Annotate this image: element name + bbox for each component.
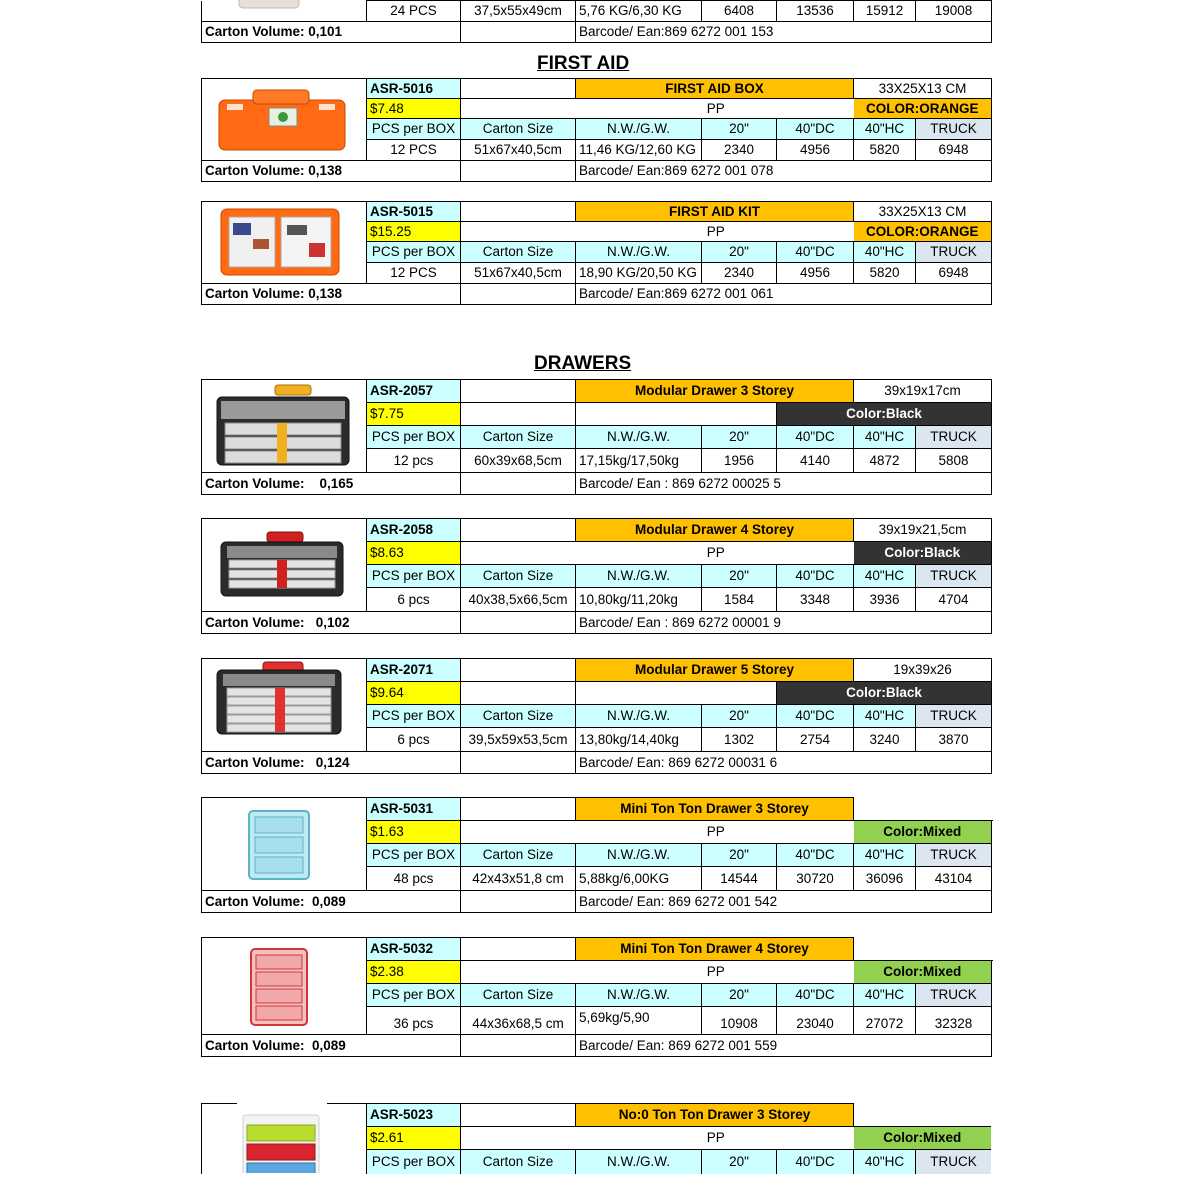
product-price: $9.64 (367, 682, 461, 705)
product-table (201, 0, 992, 43)
qty-40dc-value: 30720 (777, 867, 854, 891)
header-40dc: 40"DC (777, 242, 854, 263)
product-code: ASR-2058 (367, 519, 461, 542)
header-20: 20" (702, 426, 777, 449)
product-color: Color:Mixed (854, 1127, 991, 1150)
header-carton-size: Carton Size (461, 705, 576, 728)
qty-20-value: 1956 (702, 449, 777, 473)
qty-20-value: 1584 (702, 588, 777, 612)
header-truck: TRUCK (916, 844, 992, 867)
product-material: PP (461, 821, 854, 844)
qty-20-value: 1302 (702, 728, 777, 752)
header-40hc: 40"HC (854, 426, 916, 449)
carton-size-value: 51x67x40,5cm (461, 140, 576, 161)
product-name: No:0 Ton Ton Drawer 3 Storey (576, 1104, 854, 1127)
barcode: Barcode/ Ean:869 6272 001 153 (576, 22, 992, 43)
qty-truck-value: 4704 (916, 588, 992, 612)
carton-volume: Carton Volume: 0,165 (202, 473, 461, 495)
pcs-value: 12 PCS (367, 140, 461, 161)
mini-drawer-3-image (245, 807, 315, 883)
qty-20-value: 2340 (702, 140, 777, 161)
barcode: Barcode/ Ean: 869 6272 001 559 (576, 1035, 992, 1057)
qty-40dc-value: 23040 (777, 1007, 854, 1035)
header-carton-size: Carton Size (461, 984, 576, 1007)
header-pcs-per-box: PCS per BOX (367, 426, 461, 449)
carton-volume: Carton Volume: 0,124 (202, 752, 461, 774)
carton-size-value: 42x43x51,8 cm (461, 867, 576, 891)
product-price: $15.25 (367, 222, 461, 242)
product-code: ASR-5015 (367, 202, 461, 222)
qty-40dc-value: 4956 (777, 140, 854, 161)
product-dimensions (854, 938, 992, 961)
header-40dc: 40"DC (777, 705, 854, 728)
weight-value: 18,90 KG/20,50 KG (576, 263, 702, 284)
header-weight: N.W./G.W. (576, 844, 702, 867)
header-40hc: 40"HC (854, 844, 916, 867)
qty-40hc-value: 4872 (854, 449, 916, 473)
barcode: Barcode/ Ean:869 6272 001 078 (576, 161, 992, 182)
header-truck: TRUCK (916, 426, 992, 449)
qty-40dc-value: 3348 (777, 588, 854, 612)
header-40dc: 40"DC (777, 565, 854, 588)
first-aid-box-image (213, 82, 353, 156)
product-image (229, 0, 309, 12)
header-carton-size: Carton Size (461, 242, 576, 263)
product-block (201, 937, 991, 1057)
product-block (201, 518, 991, 634)
header-pcs-per-box: PCS per BOX (367, 119, 461, 140)
product-material: PP (461, 542, 854, 565)
qty-40hc-value: 5820 (854, 140, 916, 161)
carton-volume: Carton Volume: 0,089 (202, 891, 461, 913)
header-pcs-per-box: PCS per BOX (367, 565, 461, 588)
carton-volume: Carton Volume: 0,101 (202, 22, 461, 43)
header-pcs-per-box: PCS per BOX (367, 844, 461, 867)
header-20: 20" (702, 984, 777, 1007)
product-price: $2.61 (367, 1127, 461, 1150)
modular-drawer-5-image (213, 660, 353, 738)
header-40hc: 40"HC (854, 1150, 916, 1174)
qty-40hc-value: 36096 (854, 867, 916, 891)
product-color: Color:Mixed (854, 821, 992, 844)
qty-40hc-value: 5820 (854, 263, 916, 284)
barcode: Barcode/ Ean:869 6272 001 061 (576, 284, 992, 305)
product-color: Color:Black (777, 403, 992, 426)
qty-40dc-value: 2754 (777, 728, 854, 752)
header-20: 20" (702, 1150, 777, 1174)
carton-size-value: 51x67x40,5cm (461, 263, 576, 284)
carton-size-value: 39,5x59x53,5cm (461, 728, 576, 752)
product-material: PP (461, 222, 854, 242)
qty-truck-value: 3870 (916, 728, 992, 752)
header-40hc: 40"HC (854, 119, 916, 140)
mini-drawer-4-image (247, 945, 313, 1029)
product-block-partial (201, 0, 991, 42)
product-name: FIRST AID BOX (576, 79, 854, 99)
product-name: Modular Drawer 3 Storey (576, 380, 854, 403)
pcs-value: 12 PCS (367, 263, 461, 284)
header-20: 20" (702, 565, 777, 588)
section-title-drawers: DRAWERS (534, 353, 632, 374)
qty-40hc-value: 3936 (854, 588, 916, 612)
barcode: Barcode/ Ean: 869 6272 00031 6 (576, 752, 992, 774)
product-code: ASR-5016 (367, 79, 461, 99)
carton-size-value: 60x39x68,5cm (461, 449, 576, 473)
header-20: 20" (702, 242, 777, 263)
qty-truck-value: 19008 (916, 1, 992, 22)
qty-20-value: 10908 (702, 1007, 777, 1035)
header-weight: N.W./G.W. (576, 705, 702, 728)
product-color: Color:Black (854, 542, 992, 565)
product-name: Modular Drawer 5 Storey (576, 659, 854, 682)
product-price: $8.63 (367, 542, 461, 565)
product-material (576, 682, 777, 705)
header-40hc: 40"HC (854, 705, 916, 728)
product-table (201, 797, 992, 913)
header-pcs-per-box: PCS per BOX (367, 1150, 461, 1174)
pcs-value: 6 pcs (367, 728, 461, 752)
weight-value: 11,46 KG/12,60 KG (576, 140, 702, 161)
product-color: COLOR:ORANGE (854, 222, 992, 242)
qty-truck-value: 43104 (916, 867, 992, 891)
carton-size-value: 37,5x55x49cm (461, 1, 576, 22)
qty-20-value: 6408 (702, 1, 777, 22)
product-block (201, 201, 991, 304)
product-name: Mini Ton Ton Drawer 4 Storey (576, 938, 854, 961)
pcs-value: 36 pcs (367, 1007, 461, 1035)
product-material (576, 403, 777, 426)
qty-truck-value: 6948 (916, 140, 992, 161)
qty-truck-value: 5808 (916, 449, 992, 473)
pcs-value: 24 PCS (367, 1, 461, 22)
weight-value: 5,76 KG/6,30 KG (576, 1, 702, 22)
first-aid-kit-image (215, 205, 349, 281)
header-40dc: 40"DC (777, 119, 854, 140)
product-dimensions: 39x19x17cm (854, 380, 992, 403)
header-20: 20" (702, 705, 777, 728)
header-40hc: 40"HC (854, 984, 916, 1007)
barcode: Barcode/ Ean : 869 6272 00025 5 (576, 473, 992, 495)
product-dimensions: 19x39x26 (854, 659, 992, 682)
header-40hc: 40"HC (854, 565, 916, 588)
header-pcs-per-box: PCS per BOX (367, 984, 461, 1007)
header-carton-size: Carton Size (461, 426, 576, 449)
product-code: ASR-5031 (367, 798, 461, 821)
qty-40dc-value: 4956 (777, 263, 854, 284)
header-truck: TRUCK (916, 984, 992, 1007)
product-table (201, 937, 992, 1057)
product-block (201, 379, 991, 495)
header-weight: N.W./G.W. (576, 1150, 702, 1174)
product-material: PP (461, 961, 854, 984)
product-block (201, 658, 991, 774)
header-truck: TRUCK (916, 565, 992, 588)
header-carton-size: Carton Size (461, 119, 576, 140)
product-material: PP (461, 99, 854, 119)
header-truck: TRUCK (916, 119, 992, 140)
barcode: Barcode/ Ean: 869 6272 001 542 (576, 891, 992, 913)
product-color: Color:Black (777, 682, 992, 705)
modular-drawer-4-image (217, 530, 349, 600)
header-40dc: 40"DC (777, 1150, 854, 1174)
weight-value: 17,15kg/17,50kg (576, 449, 702, 473)
carton-volume: Carton Volume: 0,138 (202, 284, 461, 305)
header-40dc: 40"DC (777, 844, 854, 867)
carton-size-value: 44x36x68,5 cm (461, 1007, 576, 1035)
qty-40hc-value: 15912 (854, 1, 916, 22)
product-code: ASR-5032 (367, 938, 461, 961)
product-block (201, 78, 991, 181)
product-price: $7.48 (367, 99, 461, 119)
qty-40dc-value: 4140 (777, 449, 854, 473)
product-name: Modular Drawer 4 Storey (576, 519, 854, 542)
section-title-first-aid: FIRST AID (537, 53, 630, 74)
product-dimensions: 39x19x21,5cm (854, 519, 992, 542)
pcs-value: 6 pcs (367, 588, 461, 612)
header-weight: N.W./G.W. (576, 565, 702, 588)
product-material: PP (461, 1127, 854, 1150)
product-price: $2.38 (367, 961, 461, 984)
header-weight: N.W./G.W. (576, 119, 702, 140)
product-code: ASR-2071 (367, 659, 461, 682)
header-40dc: 40"DC (777, 426, 854, 449)
ton-ton-drawer-3-image (237, 1103, 327, 1173)
pcs-value: 48 pcs (367, 867, 461, 891)
qty-truck-value: 6948 (916, 263, 992, 284)
product-name: FIRST AID KIT (576, 202, 854, 222)
product-color: Color:Mixed (854, 961, 992, 984)
header-carton-size: Carton Size (461, 565, 576, 588)
product-code: ASR-5023 (367, 1104, 461, 1127)
header-carton-size: Carton Size (461, 844, 576, 867)
pcs-value: 12 pcs (367, 449, 461, 473)
header-weight: N.W./G.W. (576, 242, 702, 263)
qty-40dc-value: 13536 (777, 1, 854, 22)
header-40hc: 40"HC (854, 242, 916, 263)
carton-volume: Carton Volume: 0,138 (202, 161, 461, 182)
weight-value: 10,80kg/11,20kg (576, 588, 702, 612)
product-code: ASR-2057 (367, 380, 461, 403)
header-weight: N.W./G.W. (576, 984, 702, 1007)
modular-drawer-3-image (213, 383, 353, 469)
header-40dc: 40"DC (777, 984, 854, 1007)
qty-40hc-value: 3240 (854, 728, 916, 752)
product-dimensions (854, 1104, 991, 1127)
product-dimensions (854, 798, 992, 821)
barcode: Barcode/ Ean : 869 6272 00001 9 (576, 612, 992, 634)
product-block (201, 797, 991, 914)
qty-40hc-value: 27072 (854, 1007, 916, 1035)
carton-volume: Carton Volume: 0,102 (202, 612, 461, 634)
product-name: Mini Ton Ton Drawer 3 Storey (576, 798, 854, 821)
qty-20-value: 14544 (702, 867, 777, 891)
header-truck: TRUCK (916, 1150, 991, 1174)
header-carton-size: Carton Size (461, 1150, 576, 1174)
header-pcs-per-box: PCS per BOX (367, 242, 461, 263)
carton-volume: Carton Volume: 0,089 (202, 1035, 461, 1057)
product-price: $1.63 (367, 821, 461, 844)
qty-20-value: 2340 (702, 263, 777, 284)
carton-size-value: 40x38,5x66,5cm (461, 588, 576, 612)
product-block-partial (201, 1103, 991, 1175)
weight-value: 5,88kg/6,00KG (576, 867, 702, 891)
header-20: 20" (702, 119, 777, 140)
product-price: $7.75 (367, 403, 461, 426)
header-20: 20" (702, 844, 777, 867)
header-truck: TRUCK (916, 242, 992, 263)
product-dimensions: 33X25X13 CM (854, 202, 992, 222)
header-truck: TRUCK (916, 705, 992, 728)
header-pcs-per-box: PCS per BOX (367, 705, 461, 728)
qty-truck-value: 32328 (916, 1007, 992, 1035)
product-color: COLOR:ORANGE (854, 99, 992, 119)
weight-value: 5,69kg/5,90 (576, 1007, 702, 1035)
weight-value: 13,80kg/14,40kg (576, 728, 702, 752)
product-dimensions: 33X25X13 CM (854, 79, 992, 99)
header-weight: N.W./G.W. (576, 426, 702, 449)
